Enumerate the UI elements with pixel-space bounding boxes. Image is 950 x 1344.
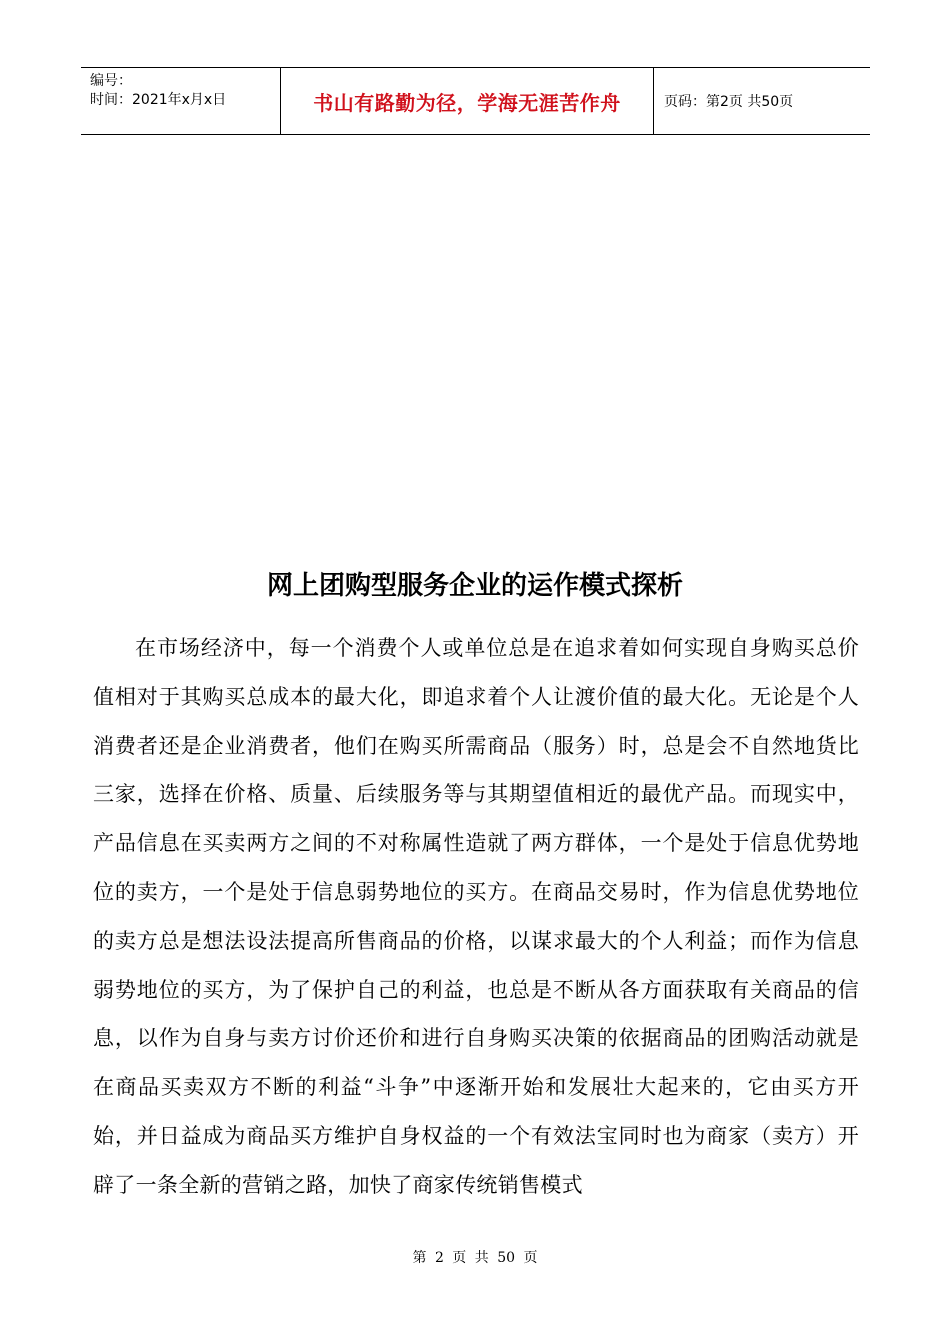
header-meta-cell bbox=[81, 68, 281, 134]
page-footer: 第 2 页 共 50 页 bbox=[412, 1250, 538, 1266]
body-paragraph: 在市场经济中，每一个消费个人或单位总是在追求着如何实现自身购买总价值相对于其购买总成本的最大化，即追求着个人让渡价值的最大化。无论是个人消费者还是企业消费者，他们在购买所需商品（服务）时，总是会不自然地货比三家，选择在价格、质量、后续服务等与其期望值相近的最优产品。而现实中，产品信息在买卖两方之间的不对称属性造就了两方群体，一个是处于信息优势地位的卖方，一个是处于信息弱势地位的买方。在商品交易时，作为信息优势地位的卖方总是想法设法提高所售商品的价格，以谋求最大的个人利益；而作为信息弱势地位的买方，为了保护自己的利益，也总是不断从各方面获取有关商品的信息，以作为自身与卖方讨价还价和进行自身购买决策的依据商品的团购活动就是在商品买卖双方不断的利益“斗争”中逐渐开始和发展壮大起来的，它由买方开始，并日益成为商品买方维护自身权益的一个有效法宝同时也为商家（卖方）开辟了一条全新的营销之路，加快了商家传统销售模式 bbox=[93, 636, 859, 1197]
header-page-info: 页码：第2页 共50页 bbox=[664, 94, 794, 110]
serial-number-label: 编号： bbox=[90, 73, 132, 89]
document-header bbox=[81, 67, 870, 135]
header-page-cell bbox=[654, 68, 870, 134]
motto-text: 书山有路勤为径，学海无涯苦作舟 bbox=[313, 90, 621, 115]
document-title: 网上团购型服务企业的运作模式探析 bbox=[266, 571, 683, 601]
header-motto-cell bbox=[281, 68, 654, 134]
date-label: 时间：2021年x月x日 bbox=[90, 92, 227, 108]
